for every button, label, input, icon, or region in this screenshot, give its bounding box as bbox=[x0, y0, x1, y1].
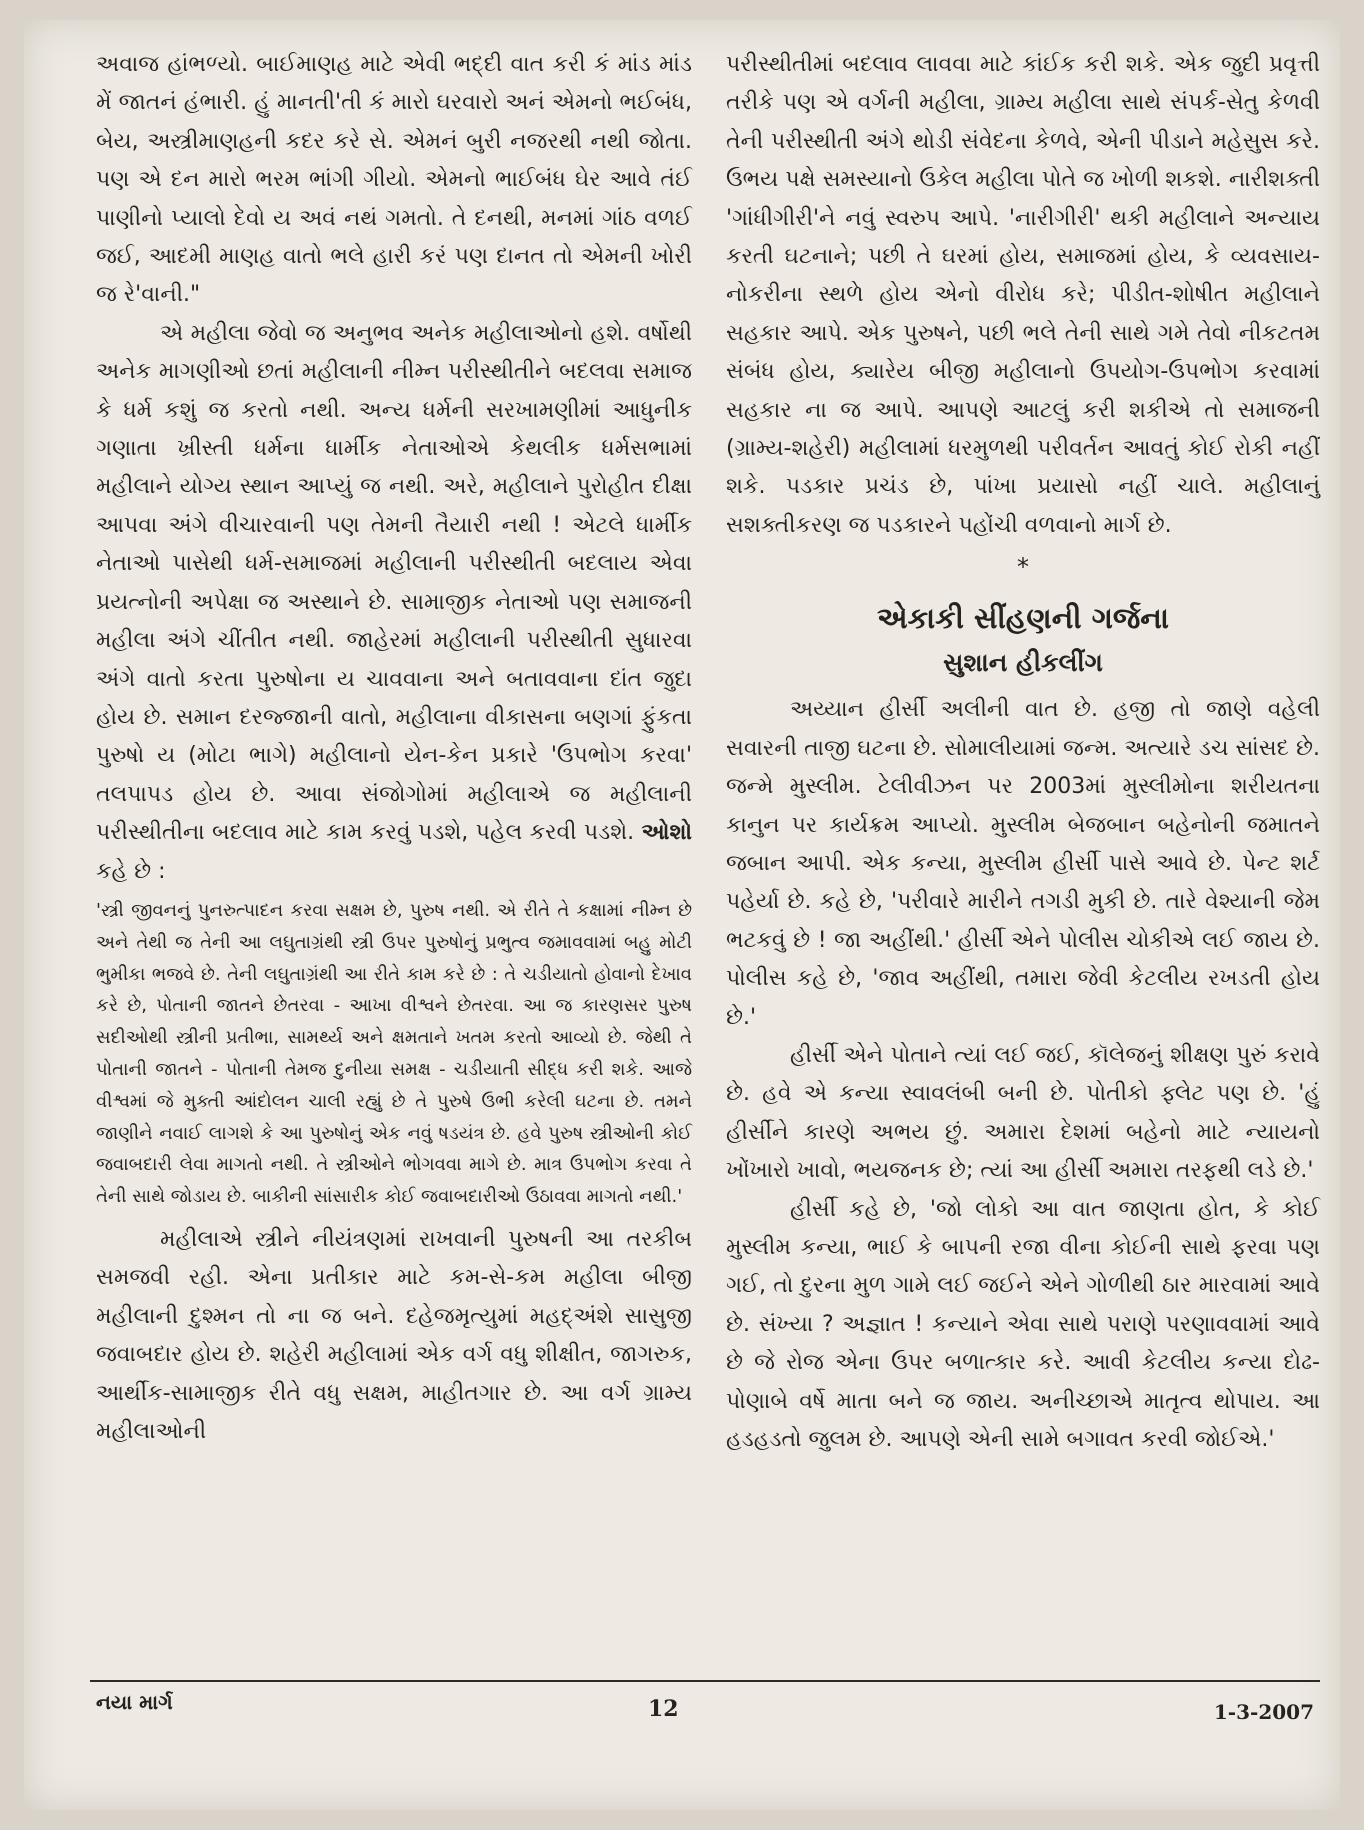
footer-divider bbox=[90, 1680, 1320, 1682]
article-paragraph-2: હીર્સી એને પોતાને ત્યાં લઈ જઈ, કૉલેજનું શીક્ષણ પુરું કરાવે છે. હવે એ કન્યા સ્વાવલંબી બની છે. પોતીકો ફ્લેટ પણ છે. 'હું હીર્સીને કારણે અભય છું. અમારા દેશમાં બહેનો માટે ન્યાયનો ખોંખારો ખાવો, ભયજનક છે; ત્યાં આ હીર્સી અમારા તરફથી લડે છે.' bbox=[726, 1042, 1320, 1184]
issue-date: 1-3-2007 bbox=[1213, 1700, 1314, 1724]
magazine-page bbox=[24, 20, 1340, 1810]
page-number: 12 bbox=[648, 1696, 679, 1722]
paragraph-tail: કહે છે : bbox=[96, 858, 166, 884]
article-paragraph-1: અય્યાન હીર્સી અલીની વાત છે. હજી તો જાણે વહેલી સવારની તાજી ઘટના છે. સોમાલીયામાં જન્મ. અત્યારે ડચ સાંસદ છે. જન્મે મુસ્લીમ. ટેલીવીઝન પર 2003માં મુસ્લીમોના શરીયતના કાનુન પર કાર્યક્રમ આપ્યો. મુસ્લીમ બેજબાન બહેનોની જમાતને જબાન આપી. એક કન્યા, મુસ્લીમ હીર્સી પાસે આવે છે. પેન્ટ શર્ટ પહેર્યા છે. કહે છે, 'પરીવારે મારીને તગડી મુકી છે. તારે વેશ્યાની જેમ ભટકવું છે ! જા અહીંથી.' હીર્સી એને પોલીસ ચોકીએ લઈ જાય છે. પોલીસ કહે છે, 'જાવ અહીંથી, તમારા જેવી કેટલીય રખડતી હોય છે.' bbox=[726, 697, 1320, 1030]
paragraph-change-continuation: પરીસ્થીતીમાં બદલાવ લાવવા માટે કાંઈક કરી શકે. એક જુદી પ્રવૃત્તી તરીકે પણ એ વર્ગની મહીલા, ગ્રામ્ય મહીલા સાથે સંપર્ક-સેતુ કેળવી તેની પરીસ્થીતી અંગે થોડી સંવેદના કેળવે, એની પીડાને મહેસુસ કરે. ઉભય પક્ષે સમસ્યાનો ઉકેલ મહીલા પોતે જ ખોળી શકશે. નારીશક્તી 'ગાંધીગીરી'ને નવું સ્વરુપ આપે. 'નારીગીરી' થકી મહીલાને અન્યાય કરતી ઘટનાને; પછી તે ઘરમાં હોય, સમાજમાં હોય, કે વ્યવસાય-નોકરીના સ્થળે હોય એનો વીરોધ કરે; પીડીત-શોષીત મહીલાને સહકાર આપે. એક પુરુષને, પછી ભલે તેની સાથે ગમે તેવો નીકટતમ સંબંધ હોય, ક્યારેય બીજી મહીલાનો ઉપયોગ-ઉપભોગ કરવામાં સહકાર ના જ આપે. આપણે આટલું કરી શકીએ તો સમાજની (ગ્રામ્ય-શહેરી) મહીલામાં ધરમુળથી પરીવર્તન આવતું કોઈ રોકી નહીં શકે. પડકાર પ્રચંડ છે, પાંખા પ્રયાસો નહીં ચાલે. મહીલાનું સશક્તીકરણ જ પડકારને પહોંચી વળવાનો માર્ગ છે. bbox=[726, 52, 1320, 538]
osho-quote: 'સ્ત્રી જીવનનું પુનરુત્પાદન કરવા સક્ષમ છે, પુરુષ નથી. એ રીતે તે કક્ષામાં નીમ્ન છે અને તેથી જ તેની આ લઘુતાગ્રંથી સ્ત્રી ઉપર પુરુષોનું પ્રભુત્વ જમાવવામાં બહુ મોટી ભુમીકા ભજવે છે. તેની લઘુતાગ્રંથી આ રીતે કામ કરે છે : તે ચડીયાતો હોવાનો દેખાવ કરે છે, પોતાની જાતને છેતરવા - આખા વીશ્વને છેતરવા. આ જ કારણસર પુરુષ સદીઓથી સ્ત્રીની પ્રતીભા, સામર્થ્ય અને ક્ષમતાને ખતમ કરતો આવ્યો છે. જેથી તે પોતાની જાતને - પોતાની તેમજ દુનીયા સમક્ષ - ચડીયાતી સીદ્ધ કરી શકે. આજે વીશ્વમાં જે મુક્તી આંદોલન ચાલી રહ્યું છે તે પુરુષે ઉભી કરેલી ઘટના છે. તમને જાણીને નવાઈ લાગશે કે આ પુરુષોનું એક નવું ષડયંત્ર છે. હવે પુરુષ સ્ત્રીઓની કોઈ જવાબદારી લેવા માગતો નથી. તે સ્ત્રીઓને ભોગવવા માગે છે. માત્ર ઉપભોગ કરવા તે તેની સાથે જોડાય છે. બાકીની સાંસારીક કોઈ જવાબદારીઓ ઉઠાવવા માગતો નથી.' bbox=[96, 899, 692, 1208]
paragraph-quote-ending: અવાજ હાંભળ્યો. બાઈમાણહ માટે એવી ભદ્દી વાત કરી કં માંડ માંડ મેં જાતનં હંભારી. હું માનતી'તી કં મારો ઘરવારો અનં એમનો ભઈબંધ, બેય, અસ્ત્રીમાણહની કદર કરે સે. એમનં બુરી નજરથી નથી જોતા. પણ એ દન મારો ભરમ ભાંગી ગીયો. એમનો ભાઈબંધ ઘેર આવે તંઈ પાણીનો પ્યાલો દેવો ય અવં નથં ગમતો. તે દનથી, મનમાં ગાંઠ વળઈ જઈ, આદમી માણહ વાતો ભલે હારી કરં પણ દાનત તો એમની ખોરી જ રે'વાની." bbox=[96, 52, 692, 308]
right-column bbox=[726, 46, 1320, 1459]
article-author: સુશાન હીકલીંગ bbox=[943, 648, 1103, 678]
article-paragraph-3: હીર્સી કહે છે, 'જો લોકો આ વાત જાણતા હોત, કે કોઈ મુસ્લીમ કન્યા, ભાઈ કે બાપની રજા વીના કોઈની સાથે ફરવા પણ ગઈ, તો દુરના મુળ ગામે લઈ જઈને એને ગોળીથી ઠાર મારવામાં આવે છે. સંખ્યા ? અજ્ઞાત ! કન્યાને એવા સાથે પરાણે પરણાવવામાં આવે છે જે રોજ એના ઉપર બળાત્કાર કરે. આવી કેટલીય કન્યા દોઢ-પોણાબે વર્ષે માતા બને જ જાય. અનીચ્છાએ માતૃત્વ થોપાય. આ હડહડતો જુલમ છે. આપણે એની સામે બગાવત કરવી જોઈએ.' bbox=[726, 1196, 1320, 1452]
paragraph-men-strategy: મહીલાએ સ્ત્રીને નીયંત્રણમાં રાખવાની પુરુષની આ તરકીબ સમજવી રહી. એના પ્રતીકાર માટે કમ-સે-કમ મહીલા બીજી મહીલાની દુશ્મન તો ના જ બને. દહેજમૃત્યુમાં મહદ્અંશે સાસુજી જવાબદાર હોય છે. શહેરી મહીલામાં એક વર્ગ વધુ શીક્ષીત, જાગરુક, આર્થીક-સામાજીક રીતે વધુ સક્ષમ, માહીતગાર છે. આ વર્ગ ગ્રામ્ય મહીલાઓની bbox=[96, 1226, 692, 1444]
article-title: એકાકી સીંહણની ગર્જના bbox=[876, 601, 1170, 636]
osho-name: ઓશો bbox=[641, 820, 692, 846]
left-column bbox=[96, 46, 692, 1451]
paragraph-text: એ મહીલા જેવો જ અનુભવ અનેક મહીલાઓનો હશે. વર્ષોથી અનેક માગણીઓ છતાં મહીલાની નીમ્ન પરીસ્થીતીને બદલવા સમાજ કે ધર્મ કશું જ કરતો નથી. અન્ય ધર્મની સરખામણીમાં આધુનીક ગણાતા ખ્રીસ્તી ધર્મના ધાર્મીક નેતાઓએ કેથલીક ધર્મસભામાં મહીલાને યોગ્ય સ્થાન આપ્યું જ નથી. અરે, મહીલાને પુરોહીત દીક્ષા આપવા અંગે વીચારવાની પણ તેમની તૈયારી નથી ! એટલે ધાર્મીક નેતાઓ પાસેથી ધર્મ-સમાજમાં મહીલાની પરીસ્થીતી બદલાય એવા પ્રયત્નોની અપેક્ષા જ અસ્થાને છે. સામાજીક નેતાઓ પણ સમાજની મહીલા અંગે ચીંતીત નથી. જાહેરમાં મહીલાની પરીસ્થીતી સુધારવા અંગે વાતો કરતા પુરુષોના ય ચાવવાના અને બતાવવાના દાંત જુદા હોય છે. સમાન દરજ્જાની વાતો, મહીલાના વીકાસના બણગાં ફુંકતા પુરુષો ય (મોટા ભાગે) મહીલાનો યેન-કેન પ્રકારે 'ઉપભોગ કરવા' તલપાપડ હોય છે. આવા સંજોગોમાં મહીલાએ જ મહીલાની પરીસ્થીતીના બદલાવ માટે કામ કરવું પડશે, પહેલ કરવી પડશે. bbox=[96, 320, 692, 846]
paragraph-women-condition bbox=[96, 315, 692, 891]
section-separator: * bbox=[1017, 553, 1029, 582]
publication-name: નયા માર્ગ bbox=[96, 1690, 173, 1714]
